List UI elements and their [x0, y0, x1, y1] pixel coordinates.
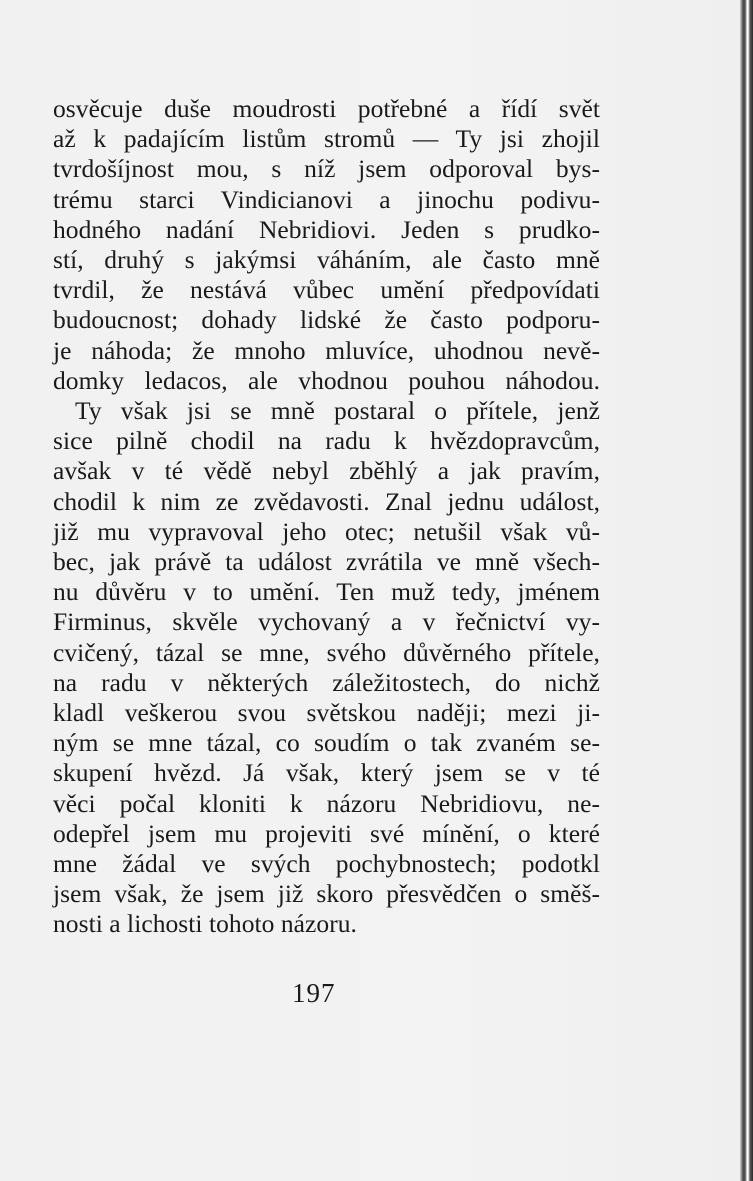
- text-line: sice pilně chodil na radu k hvězdopravcům,: [53, 426, 600, 456]
- body-text: [53, 94, 600, 940]
- text-line: až k padajícím listům stromů — Ty jsi zhojil: [53, 124, 600, 154]
- page-number: 197: [292, 978, 336, 1008]
- text-line: nosti a lichosti tohoto názoru.: [53, 909, 357, 939]
- text-line: jsem však, že jsem již skoro přesvědčen o směš-: [53, 879, 600, 909]
- book-spine-edge: [740, 0, 753, 1181]
- text-line: budoucnost; dohady lidské že často podporu-: [53, 305, 600, 335]
- text-line: Ty však jsi se mně postaral o přítele, jenž: [75, 396, 600, 426]
- text-line: nu důvěru v to umění. Ten muž tedy, jménem: [53, 577, 600, 607]
- text-line: stí, druhý s jakýmsi váháním, ale často mně: [53, 245, 600, 275]
- text-line: ným se mne tázal, co soudím o tak zvaném se-: [53, 728, 600, 758]
- text-line: chodil k nim ze zvědavosti. Znal jednu událost,: [53, 486, 600, 516]
- text-line: trému starci Vindicianovi a jinochu podivu-: [53, 184, 600, 214]
- text-line: již mu vypravoval jeho otec; netušil však vů-: [53, 516, 600, 546]
- text-line: domky ledacos, ale vhodnou pouhou náhodou.: [53, 365, 600, 395]
- text-line: odepřel jsem mu projeviti své mínění, o které: [53, 818, 600, 848]
- text-line: Firminus, skvěle vychovaný a v řečnictví vy-: [53, 607, 600, 637]
- text-line: skupení hvězd. Já však, který jsem se v té: [53, 758, 600, 788]
- text-line: je náhoda; že mnoho mluvíce, uhodnou nevě-: [53, 335, 600, 365]
- text-line: věci počal kloniti k názoru Nebridiovu, ne-: [53, 788, 600, 818]
- text-line: mne žádal ve svých pochybnostech; podotkl: [53, 849, 600, 879]
- text-line: osvěcuje duše moudrosti potřebné a řídí svět: [53, 94, 600, 123]
- text-line: cvičený, tázal se mne, svého důvěrného přítele,: [53, 637, 600, 667]
- text-line: hodného nadání Nebridiovi. Jeden s prudko-: [53, 214, 600, 244]
- text-line: tvrdošíjnost mou, s níž jsem odporoval bys-: [53, 154, 600, 184]
- text-line: bec, jak právě ta událost zvrátila ve mně všech-: [53, 547, 600, 577]
- text-line: kladl veškerou svou světskou naději; mezi ji-: [53, 698, 600, 728]
- text-line: na radu v některých záležitostech, do nichž: [53, 667, 600, 697]
- text-line: avšak v té vědě nebyl zběhlý a jak pravím,: [53, 456, 600, 486]
- text-line: tvrdil, že nestává vůbec umění předpovídati: [53, 275, 600, 305]
